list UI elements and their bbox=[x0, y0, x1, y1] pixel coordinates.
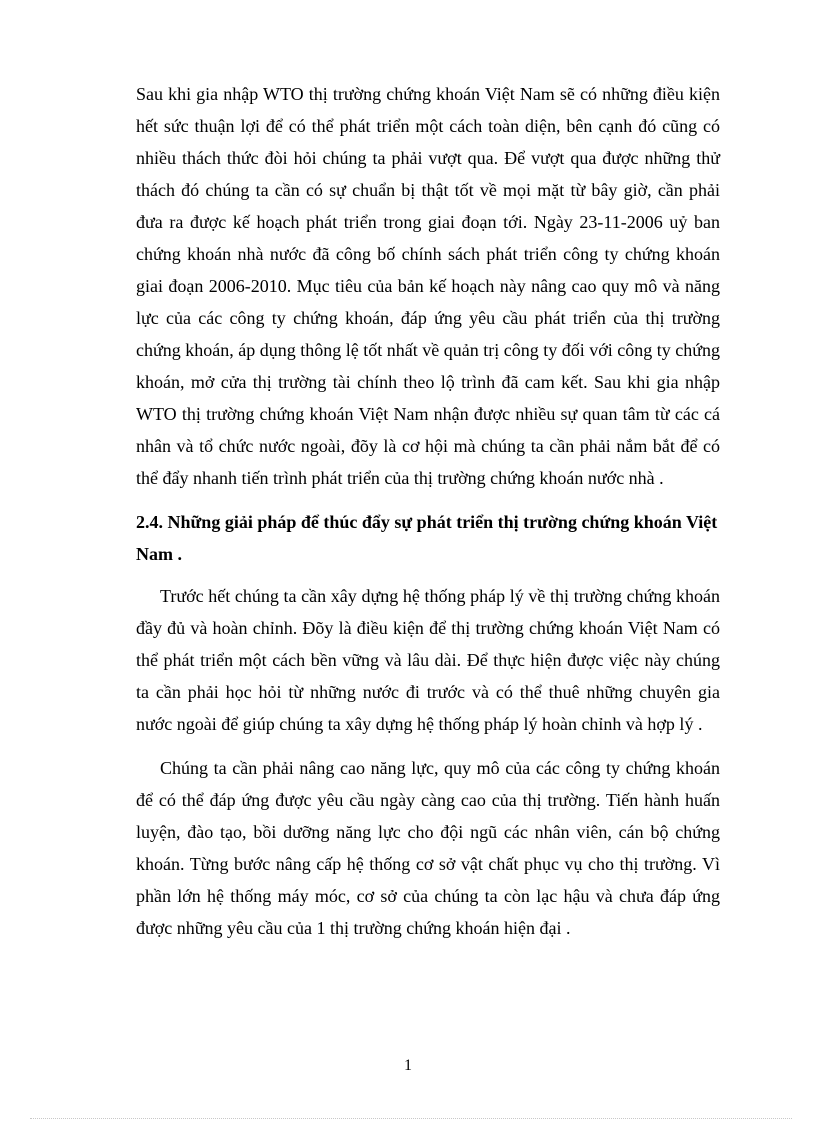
paragraph-capacity: Chúng ta cần phải nâng cao năng lực, quy mô của các công ty chứng khoán để có thể đáp ứng được yêu cầu ngày càng cao của thị trường. Tiến hành huấn luyện, đào tạo, bồi dưỡng năng lực cho đội ngũ các nhân viên, cán bộ chứng khoán. Từng bước nâng cấp hệ thống cơ sở vật chất phục vụ cho thị trường. Vì phần lớn hệ thống máy móc, cơ sở của chúng ta còn lạc hậu và chưa đáp ứng được những yêu cầu của 1 thị trường chứng khoán hiện đại . bbox=[136, 758, 720, 938]
document-body bbox=[136, 78, 720, 944]
footer-divider bbox=[30, 1118, 792, 1119]
paragraph-wto-opportunities: Sau khi gia nhập WTO thị trường chứng khoán Việt Nam sẽ có những điều kiện hết sức thuận lợi để có thể phát triển một cách toàn diện, bên cạnh đó cũng có nhiều thách thức đòi hỏi chúng ta phải vượt qua. Để vượt qua được những thử thách đó chúng ta cần có sự chuẩn bị thật tốt về mọi mặt từ bây giờ, cần phải đưa ra được kế hoạch phát triển trong giai đoạn tới. Ngày 23-11-2006 uỷ ban chứng khoán nhà nước đã công bố chính sách phát triển công ty chứng khoán giai đoạn 2006-2010. Mục tiêu của bản kế hoạch này nâng cao quy mô và năng lực của các công ty chứng khoán, đáp ứng yêu cầu phát triển của thị trường chứng khoán, áp dụng thông lệ tốt nhất về quản trị công ty đối với công ty chứng khoán, mở cửa thị trường tài chính theo lộ trình đã cam kết. Sau khi gia nhập WTO thị trường chứng khoán Việt Nam nhận được nhiều sự quan tâm từ các cá nhân và tổ chức nước ngoài, đõy là cơ hội mà chúng ta cần phải nắm bắt để có thể đẩy nhanh tiến trình phát triển của thị trường chứng khoán nước nhà . bbox=[136, 84, 720, 488]
paragraph-legal-system: Trước hết chúng ta cần xây dựng hệ thống pháp lý về thị trường chứng khoán đầy đủ và hoàn chỉnh. Đõy là điều kiện để thị trường chứng khoán Việt Nam có thể phát triển một cách bền vững và lâu dài. Để thực hiện được việc này chúng ta cần phải học hỏi từ những nước đi trước và có thể thuê những chuyên gia nước ngoài để giúp chúng ta xây dựng hệ thống pháp lý hoàn chỉnh và hợp lý . bbox=[136, 586, 720, 734]
page-number: 1 bbox=[404, 1057, 412, 1074]
section-heading: 2.4. Những giải pháp để thúc đẩy sự phát triển thị trường chứng khoán Việt Nam . bbox=[136, 512, 718, 564]
